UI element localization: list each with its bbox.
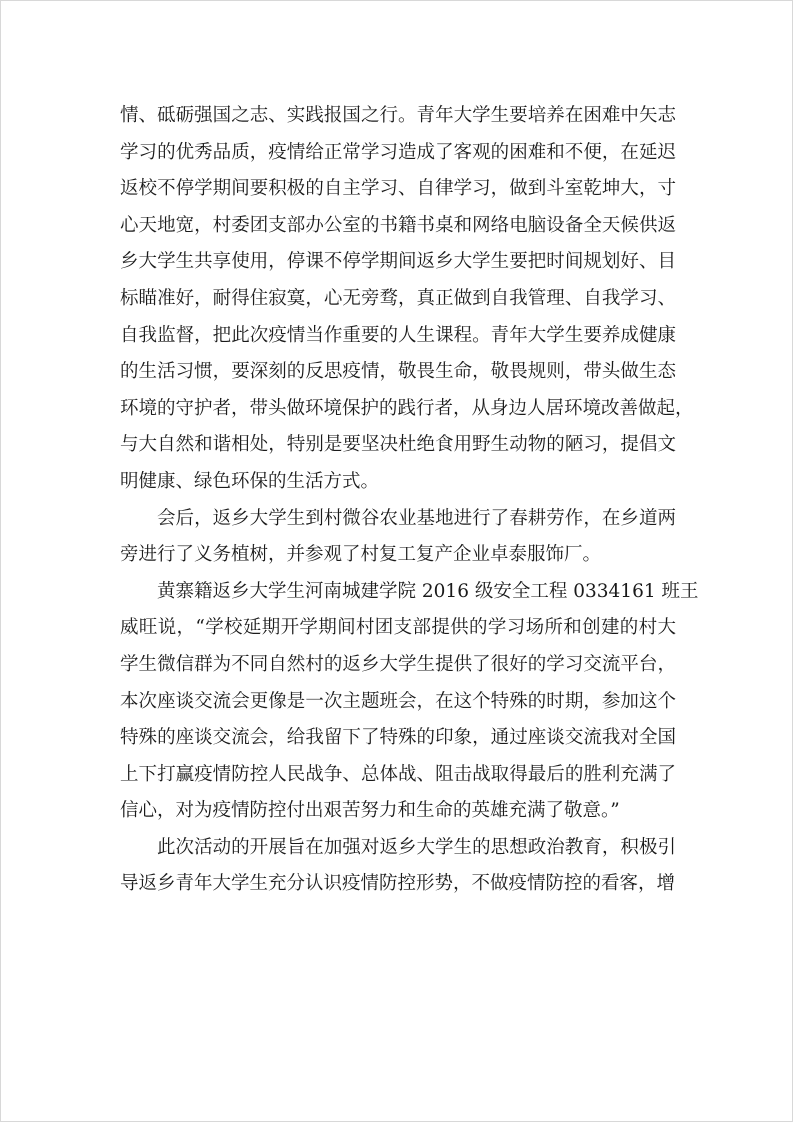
- text-line: 环境的守护者，带头做环境保护的践行者，从身边人居环境改善做起，: [120, 397, 694, 419]
- text-line: 自我监督，把此次疫情当作重要的人生课程。青年大学生要养成健康: [120, 324, 676, 346]
- text-line: 此次活动的开展旨在加强对返乡大学生的思想政治教育，积极引: [157, 836, 676, 858]
- text-line: 情、砥砺强国之志、实践报国之行。青年大学生要培养在困难中矢志: [120, 105, 676, 126]
- text-line: 与大自然和谐相处，特别是要坚决杜绝食用野生动物的陋习，提倡文: [120, 434, 676, 456]
- text-line: 学生微信群为不同自然村的返乡大学生提供了很好的学习交流平台，: [120, 653, 676, 675]
- text-line: 黄寨籍返乡大学生河南城建学院 2016 级安全工程 0334161 班王: [157, 580, 699, 602]
- text-line: 信心，对为疫情防控付出艰苦努力和生命的英雄充满了敬意。”: [120, 800, 620, 822]
- text-line: 会后，返乡大学生到村微谷农业基地进行了春耕劳作，在乡道两: [157, 507, 676, 529]
- paragraph-2: [120, 501, 676, 574]
- paragraph-1: [120, 98, 694, 501]
- text-line: 乡大学生共享使用，停课不停学期间返乡大学生要把时间规划好、目: [120, 251, 676, 273]
- text-line: 旁进行了义务植树，并参观了村复工复产企业卓泰服饰厂。: [120, 544, 602, 566]
- text-line: 返校不停学期间要积极的自主学习、自律学习，做到斗室乾坤大，寸: [120, 178, 676, 200]
- paragraph-4: [120, 830, 676, 903]
- text-line: 明健康、绿色环保的生活方式。: [120, 470, 380, 492]
- text-line: 标瞄准好，耐得住寂寞，心无旁骛，真正做到自我管理、自我学习、: [120, 287, 676, 309]
- paragraph-3: [120, 574, 699, 830]
- text-line: 的生活习惯，要深刻的反思疫情，敬畏生命，敬畏规则，带头做生态: [120, 361, 676, 383]
- text-line: 特殊的座谈交流会，给我留下了特殊的印象，通过座谈交流我对全国: [120, 727, 676, 749]
- text-line: 心天地宽，村委团支部办公室的书籍书桌和网络电脑设备全天候供返: [120, 214, 676, 236]
- text-line: 本次座谈交流会更像是一次主题班会，在这个特殊的时期，参加这个: [120, 690, 676, 712]
- text-line: 威旺说，“学校延期开学期间村团支部提供的学习场所和创建的村大: [120, 617, 676, 639]
- text-line: 上下打赢疫情防控人民战争、总体战、阻击战取得最后的胜利充满了: [120, 763, 676, 785]
- text-line: 学习的优秀品质，疫情给正常学习造成了客观的困难和不便，在延迟: [120, 141, 676, 163]
- document-body: [120, 98, 699, 903]
- text-line: 导返乡青年大学生充分认识疫情防控形势，不做疫情防控的看客，增: [120, 873, 676, 895]
